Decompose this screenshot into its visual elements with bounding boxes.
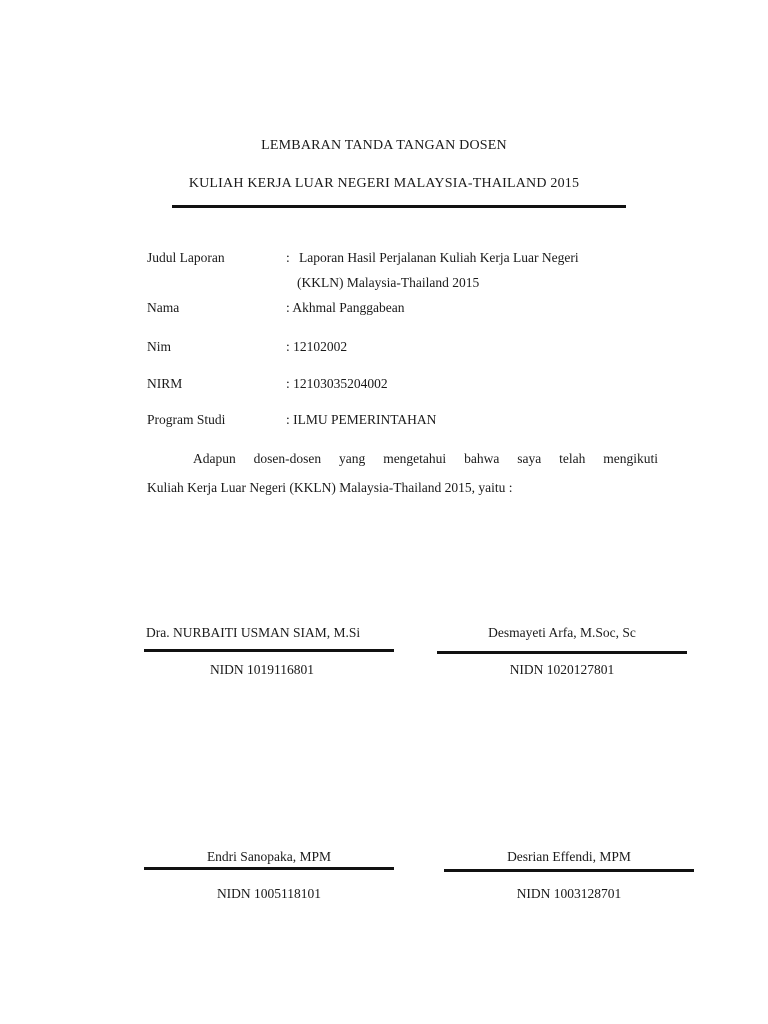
signature-line: [437, 651, 687, 654]
signatory-nidn: NIDN 1005118101: [216, 886, 322, 901]
judul-value-line2: (KKLN) Malaysia-Thailand 2015: [297, 275, 480, 290]
signature-line: [144, 867, 394, 870]
signature-line: [144, 649, 394, 652]
header-divider: [172, 205, 626, 208]
judul-label: Judul Laporan: [147, 250, 225, 265]
intro-paragraph-line1: Adapun dosen-dosen yang mengetahui bahwa saya telah mengikuti: [193, 451, 658, 466]
signatory-name: Endri Sanopaka, MPM: [206, 849, 332, 864]
nama-label: Nama: [147, 300, 180, 315]
document-subtitle: KULIAH KERJA LUAR NEGERI MALAYSIA-THAILAND 2015: [188, 176, 580, 191]
signatory-name: Desrian Effendi, MPM: [507, 849, 631, 864]
signatory-name: Desmayeti Arfa, M.Soc, Sc: [488, 625, 636, 640]
nim-label: Nim: [147, 339, 172, 354]
nirm-value: : 12103035204002: [286, 376, 388, 391]
signatory-nidn: NIDN 1020127801: [509, 662, 615, 677]
nirm-label: NIRM: [147, 376, 183, 391]
signatory-nidn: NIDN 1003128701: [516, 886, 622, 901]
signature-line: [444, 869, 694, 872]
intro-paragraph: [147, 444, 658, 502]
document-title: LEMBARAN TANDA TANGAN DOSEN: [261, 138, 507, 153]
nama-value: : Akhmal Panggabean: [286, 300, 405, 315]
program-studi-label: Program Studi: [147, 412, 226, 427]
judul-value-line1: Laporan Hasil Perjalanan Kuliah Kerja Luar Negeri: [299, 250, 579, 265]
program-studi-value: : ILMU PEMERINTAHAN: [286, 412, 437, 427]
judul-colon: :: [286, 250, 290, 265]
intro-paragraph-line2: Kuliah Kerja Luar Negeri (KKLN) Malaysia-Thailand 2015, yaitu :: [147, 480, 513, 495]
nim-value: : 12102002: [286, 339, 348, 354]
signatory-name: Dra. NURBAITI USMAN SIAM, M.Si: [146, 625, 361, 640]
signatory-nidn: NIDN 1019116801: [209, 662, 315, 677]
